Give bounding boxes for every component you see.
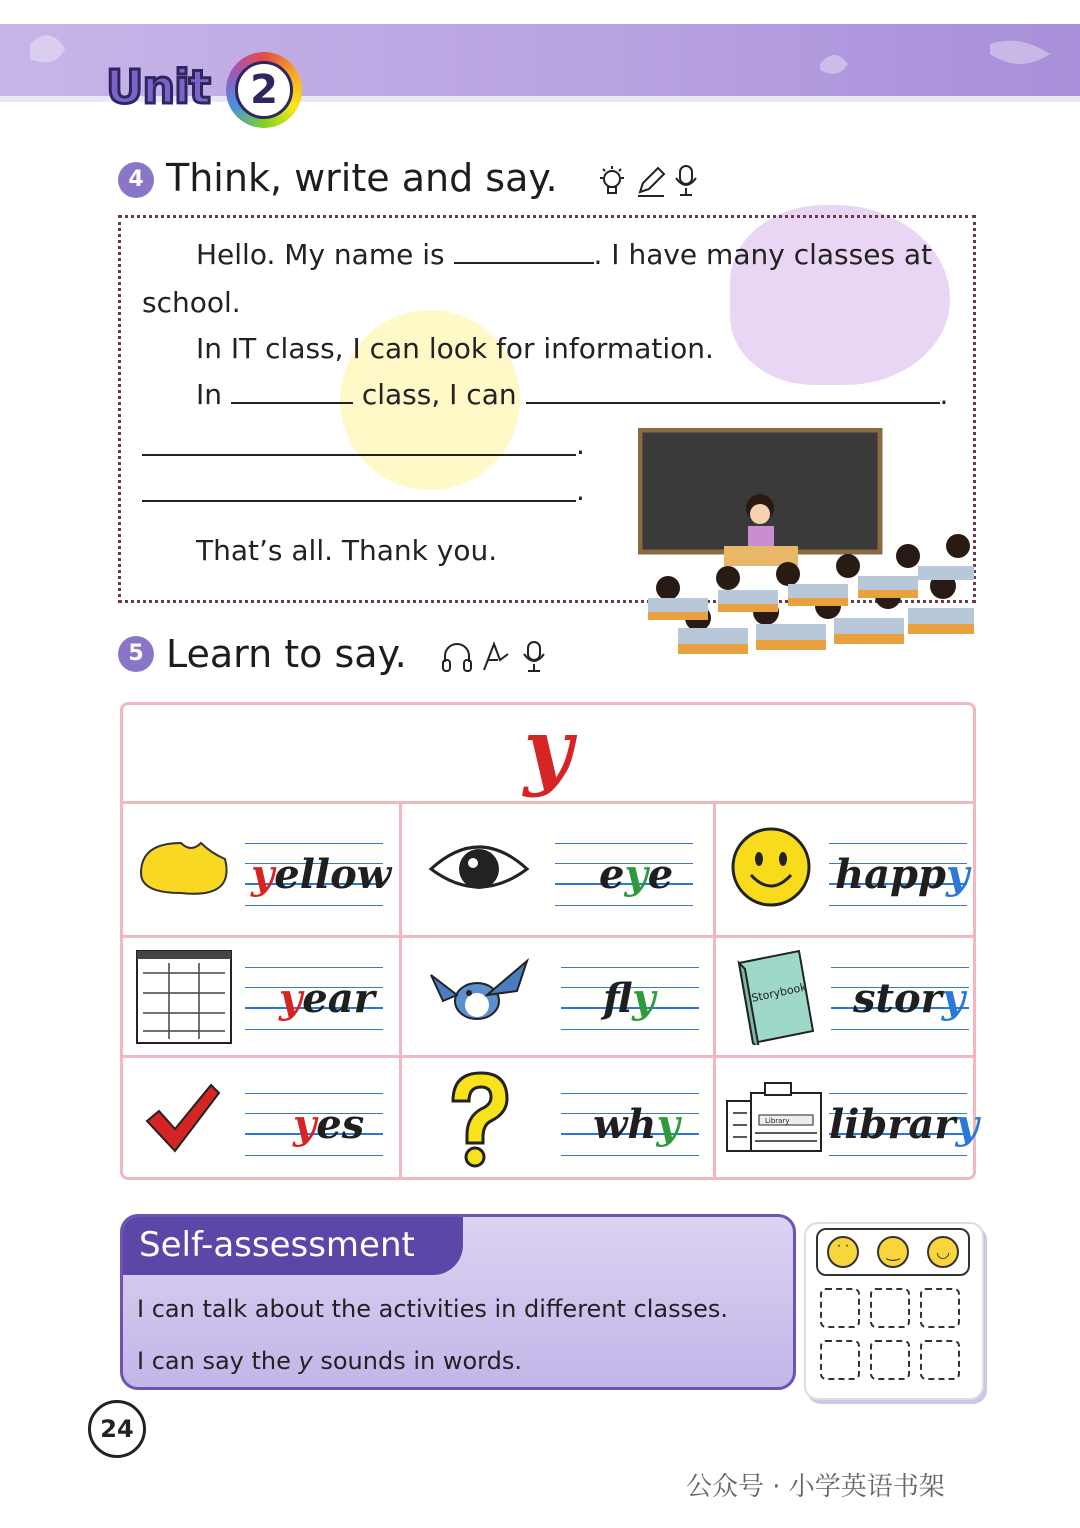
section4-icons xyxy=(596,164,700,198)
score-box[interactable] xyxy=(820,1340,860,1380)
word-happy-y: y xyxy=(945,851,970,898)
word-why-rest: wh xyxy=(593,1101,657,1148)
grid-line xyxy=(123,1055,973,1058)
pencil-icon xyxy=(634,164,666,198)
word-year xyxy=(279,975,375,1022)
score-box[interactable] xyxy=(870,1340,910,1380)
line2-end: sounds in words. xyxy=(312,1347,522,1375)
score-box[interactable] xyxy=(870,1288,910,1328)
word-library xyxy=(829,1101,979,1148)
grid-line xyxy=(123,801,973,804)
word-yellow-rest: ellow xyxy=(274,851,392,898)
target-letter-y: y xyxy=(523,700,573,799)
smiley-icon xyxy=(729,825,813,909)
smiling-face-icon: ‿ xyxy=(877,1236,909,1268)
lightbulb-icon xyxy=(596,164,628,198)
self-assessment-line-2 xyxy=(137,1347,522,1375)
self-assessment-panel xyxy=(120,1214,796,1390)
headphones-icon xyxy=(440,640,474,674)
unit-label: Unit xyxy=(106,60,210,114)
class-blank[interactable] xyxy=(231,378,353,404)
word-yellow-y: y xyxy=(251,851,275,898)
section-title-think-write-say: Think, write and say. xyxy=(166,156,558,200)
word-library-y: y xyxy=(955,1101,979,1148)
word-fly xyxy=(603,975,655,1022)
text-line-3: In IT class, I can look for information. xyxy=(196,332,714,365)
word-yellow xyxy=(251,851,391,898)
text-line-2: school. xyxy=(142,286,241,319)
classes-text: . I have many classes at xyxy=(593,238,933,271)
banana-icon xyxy=(135,833,231,903)
word-year-rest: ear xyxy=(302,975,375,1022)
word-why-y: y xyxy=(656,1101,680,1148)
unit-number: 2 xyxy=(235,61,293,119)
checkmark-icon xyxy=(143,1081,223,1157)
text-line-1 xyxy=(196,238,932,271)
hello-text: Hello. My name is xyxy=(196,238,445,271)
period-2: . xyxy=(576,428,585,461)
word-fly-rest: fl xyxy=(603,975,633,1022)
unit-number-badge xyxy=(226,52,302,128)
word-year-y: y xyxy=(279,975,303,1022)
question-mark-icon xyxy=(443,1069,513,1169)
phonics-grid xyxy=(120,700,979,1180)
period-3: . xyxy=(576,474,585,507)
word-yes-y: y xyxy=(293,1101,317,1148)
line2-y: y xyxy=(298,1347,313,1375)
self-assessment-tab xyxy=(123,1217,463,1275)
in-text: In xyxy=(196,378,223,411)
word-yes-rest: es xyxy=(316,1101,365,1148)
word-eye-y: y xyxy=(624,851,648,898)
word-story-rest: stor xyxy=(853,975,942,1022)
closing-text: That’s all. Thank you. xyxy=(196,534,498,567)
score-card xyxy=(804,1222,984,1400)
activity-blank[interactable] xyxy=(526,378,940,404)
rating-faces xyxy=(816,1228,970,1276)
section5-icons xyxy=(440,640,548,674)
word-story xyxy=(853,975,965,1022)
write-line-2[interactable] xyxy=(142,500,576,502)
section-number-5: 5 xyxy=(118,636,154,672)
self-assessment-line-1: I can talk about the activities in different classes. xyxy=(137,1295,729,1323)
watermark: 公众号 · 小学英语书架 xyxy=(686,1472,945,1502)
storybook-label: Storybook xyxy=(750,980,808,1005)
storybook-icon xyxy=(735,949,819,1045)
word-eye-post: e xyxy=(647,851,674,898)
library-sign: Library xyxy=(765,1117,790,1125)
word-eye-pre: e xyxy=(599,851,625,898)
word-yes xyxy=(293,1101,364,1148)
classroom-illustration xyxy=(638,428,978,658)
bird-icon xyxy=(427,955,531,1039)
score-box[interactable] xyxy=(920,1288,960,1328)
section-number-4: 4 xyxy=(118,162,154,198)
library-building-icon xyxy=(725,1079,825,1155)
word-fly-y: y xyxy=(632,975,656,1022)
grid-line xyxy=(399,801,402,1177)
self-assessment-title: Self-assessment xyxy=(139,1225,415,1265)
grid-line xyxy=(123,935,973,938)
period-1: . xyxy=(939,378,949,411)
eye-icon xyxy=(427,841,531,897)
neutral-face-icon: ˙˙ xyxy=(827,1236,859,1268)
word-library-rest: librar xyxy=(829,1101,956,1148)
line2-start: I can say the xyxy=(137,1347,299,1375)
grinning-face-icon: ◡ xyxy=(927,1236,959,1268)
word-why xyxy=(593,1101,680,1148)
microphone-icon xyxy=(672,164,700,198)
text-line-4 xyxy=(196,378,948,411)
name-blank[interactable] xyxy=(454,238,594,264)
section-title-learn-to-say: Learn to say. xyxy=(166,632,407,676)
word-eye xyxy=(599,851,673,898)
word-happy-rest: happ xyxy=(835,851,946,898)
class-i-can-text: class, I can xyxy=(361,378,517,411)
score-box[interactable] xyxy=(920,1340,960,1380)
page-number: 24 xyxy=(88,1400,146,1458)
calendar-icon xyxy=(135,949,233,1045)
grid-line xyxy=(713,801,716,1177)
word-story-y: y xyxy=(941,975,965,1022)
microphone-icon xyxy=(520,640,548,674)
word-happy xyxy=(835,851,969,898)
score-box[interactable] xyxy=(820,1288,860,1328)
write-line-1[interactable] xyxy=(142,454,576,456)
reading-icon xyxy=(480,640,514,674)
